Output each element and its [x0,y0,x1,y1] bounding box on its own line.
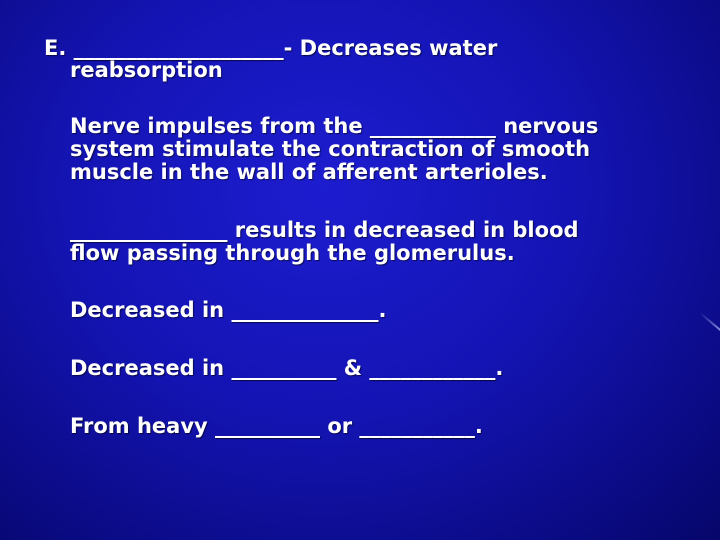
paragraph-2-line-2: flow passing through the glomerulus. [70,241,515,265]
item-e-line-2: reabsorption [70,58,223,82]
item-e-line-1: E. ____________________- Decreases water [44,36,498,60]
decorative-light-streak [699,312,720,333]
paragraph-2-line-1: _______________ results in decreased in blood [70,218,579,242]
paragraph-4: Decreased in __________ & ____________. [70,356,504,380]
paragraph-3: Decreased in ______________. [70,298,387,322]
paragraph-1-line-1: Nerve impulses from the ____________ nervous [70,114,599,138]
paragraph-1-line-2: system stimulate the contraction of smooth [70,137,591,161]
paragraph-1-line-3: muscle in the wall of afferent arterioles. [70,160,548,184]
paragraph-5: From heavy __________ or ___________. [70,414,483,438]
